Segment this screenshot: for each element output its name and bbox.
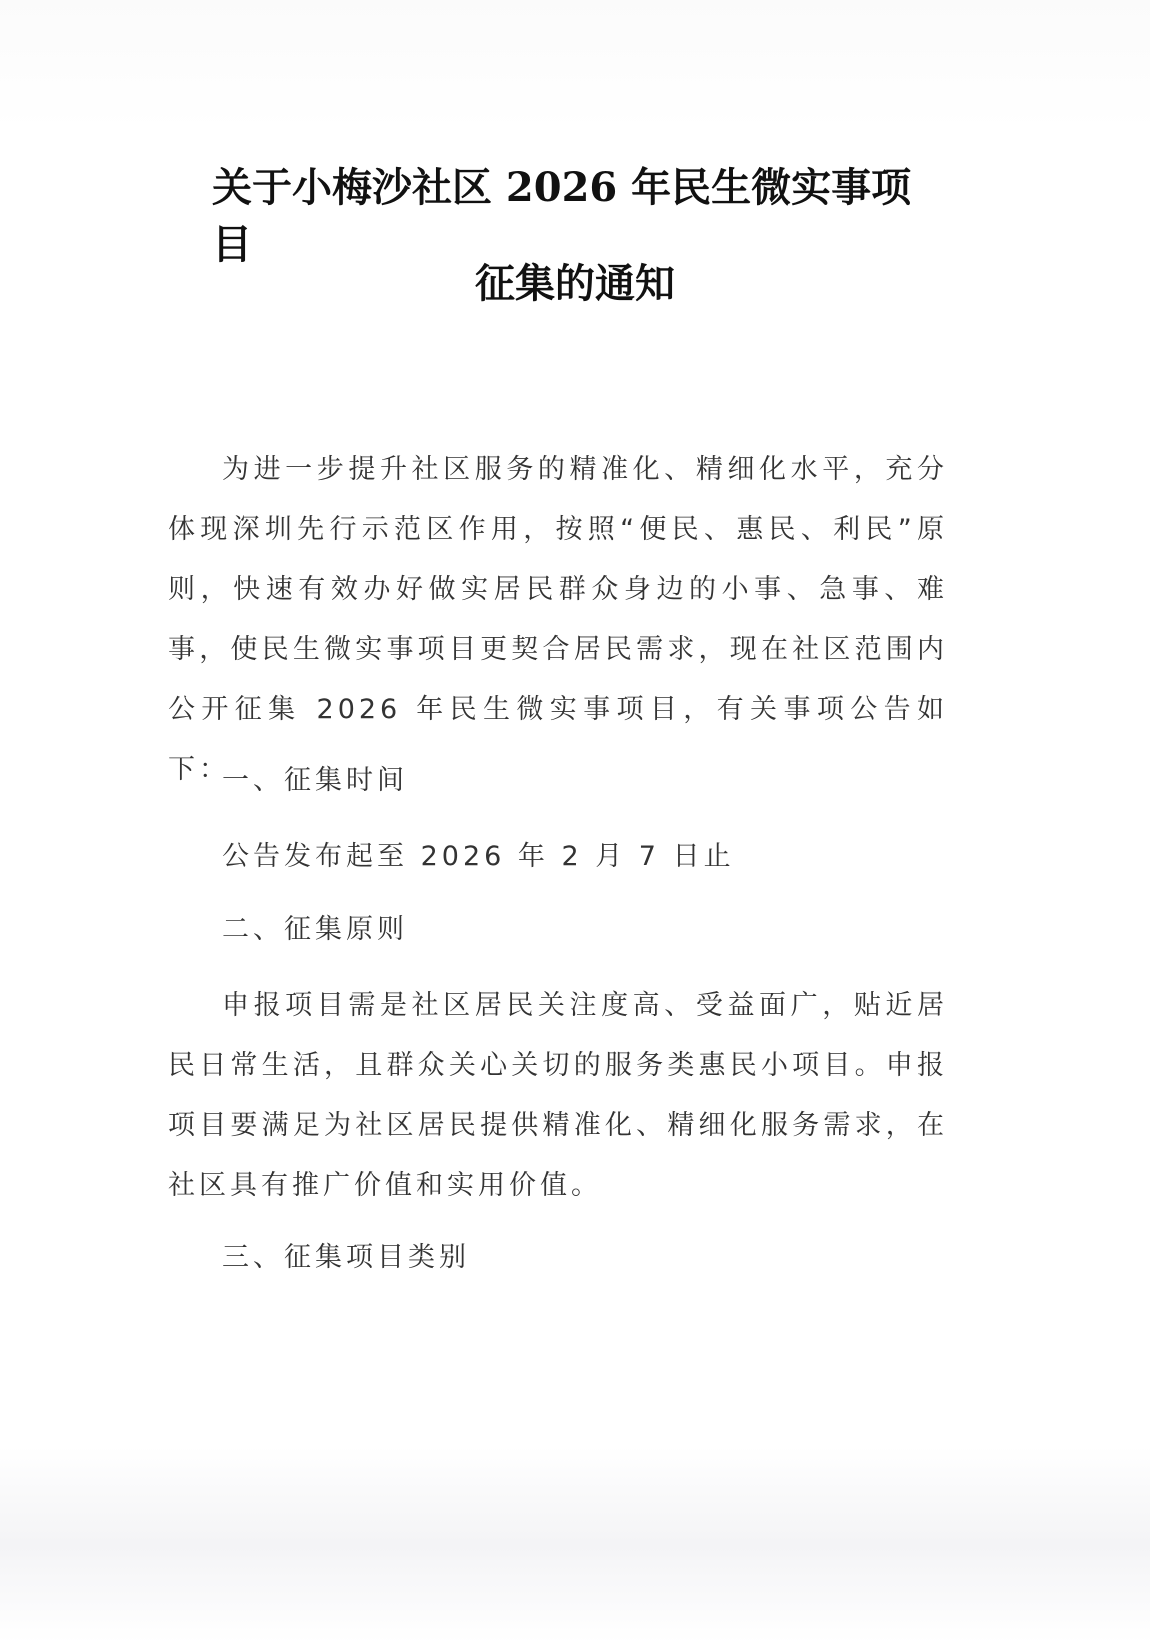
document-title-line-1: 关于小梅沙社区 2026 年民生微实事项目 (212, 164, 912, 268)
section-1-content-block (168, 827, 948, 887)
section-2-heading-block (168, 900, 948, 960)
section-2-content-block (168, 976, 948, 1216)
document-title-line-2: 征集的通知 (475, 260, 675, 307)
intro-paragraph: 为进一步提升社区服务的精准化、精细化水平，充分体现深圳先行示范区作用，按照“便民、惠民、利民”原则，快速有效办好做实居民群众身边的小事、急事、难事，使民生微实事项目更契合居民需求，现在社区范围内公开征集 2026 年民生微实事项目，有关事项公告如下： (168, 454, 948, 785)
section-heading-collection-time: 一、征集时间 (222, 765, 408, 796)
section-content-collection-principle: 申报项目需是社区居民关注度高、受益面广，贴近居民日常生活，且群众关心关切的服务类惠民小项目。申报项目要满足为社区居民提供精准化、精细化服务需求，在社区具有推广价值和实用价值。 (168, 990, 948, 1201)
intro-paragraph-block (168, 440, 948, 800)
section-3-heading-block (168, 1228, 948, 1288)
section-content-collection-time: 公告发布起至 2026 年 2 月 7 日止 (222, 841, 735, 872)
section-1-heading-block (168, 751, 948, 811)
section-heading-collection-principle: 二、征集原则 (222, 914, 408, 945)
section-heading-project-category: 三、征集项目类别 (222, 1242, 470, 1273)
